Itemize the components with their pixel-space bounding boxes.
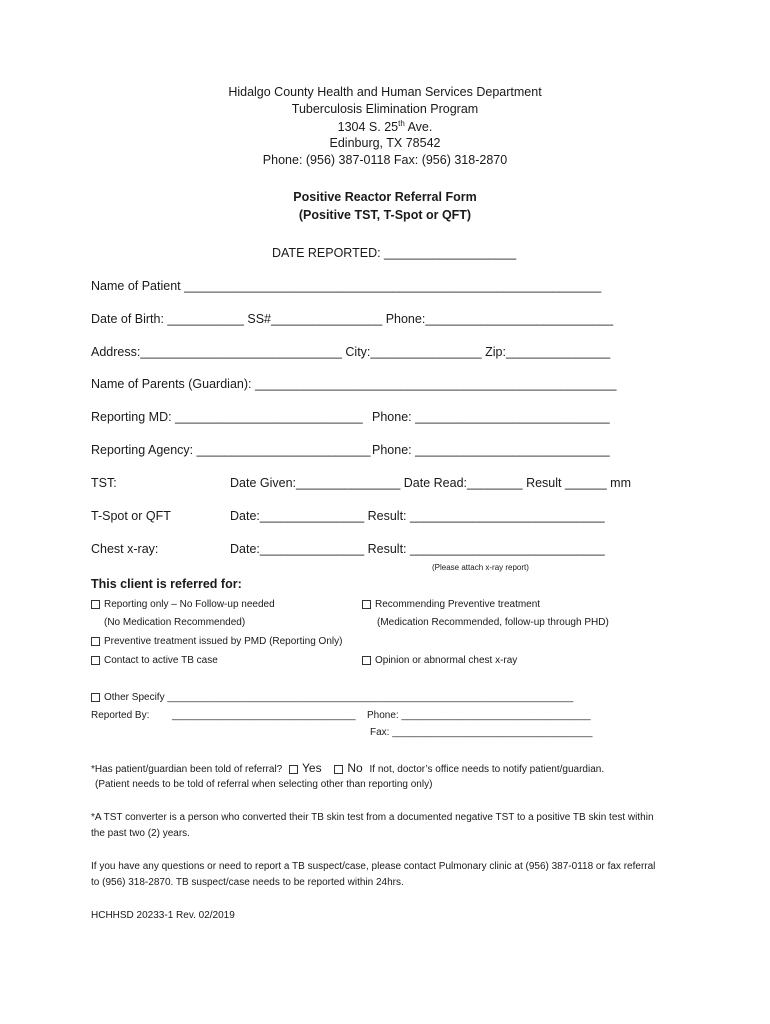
street-address: [0, 119, 770, 134]
xray-note: (Please attach x-ray report): [432, 563, 529, 572]
option-reporting-only[interactable]: [91, 599, 275, 610]
form-title: Positive Reactor Referral Form: [293, 190, 477, 204]
department-name: Hidalgo County Health and Human Services Department: [228, 85, 542, 99]
street-number: 1304 S. 25: [337, 120, 399, 135]
tspot-label: T-Spot or QFT: [91, 509, 171, 523]
option-label: Reporting only – No Follow-up needed: [104, 599, 275, 610]
reporting-agency-field[interactable]: Reporting Agency: _________________________: [91, 443, 371, 457]
option-abnormal-xray[interactable]: [362, 655, 517, 666]
agency-phone-field[interactable]: Phone: ____________________________: [372, 443, 610, 457]
option-contact-active-tb[interactable]: [91, 655, 218, 666]
street-suffix: Ave.: [404, 120, 433, 135]
reported-by-fax-field[interactable]: Fax: ____________________________________: [370, 727, 593, 738]
contact-instructions-cont: to (956) 318-2870. TB suspect/case needs to be reported within 24hrs.: [91, 877, 404, 888]
dob-ss-phone-field[interactable]: Date of Birth: ___________ SS#________________ Phone:___________________________: [91, 312, 614, 326]
form-subtitle: (Positive TST, T-Spot or QFT): [298, 208, 472, 222]
yes-label: Yes: [302, 761, 322, 775]
tspot-fields[interactable]: Date:_______________ Result: ____________________________: [230, 509, 605, 523]
no-checkbox-icon[interactable]: [334, 765, 343, 774]
program-name: Tuberculosis Elimination Program: [291, 102, 479, 116]
option-label: Recommending Preventive treatment: [375, 599, 541, 610]
checkbox-icon[interactable]: [362, 656, 371, 665]
notify-instruction: If not, doctor’s office needs to notify patient/guardian.: [369, 764, 605, 775]
referral-heading: This client is referred for:: [91, 577, 242, 591]
option-label: Preventive treatment issued by PMD (Reporting Only): [104, 636, 343, 647]
option-preventive-sub: (Medication Recommended, follow-up through PHD): [377, 617, 609, 628]
option-label: Contact to active TB case: [104, 655, 218, 666]
patient-name-field[interactable]: Name of Patient ____________________________________________________________: [91, 279, 602, 293]
city-state-zip: Edinburg, TX 78542: [329, 136, 441, 150]
option-other-specify[interactable]: [91, 692, 573, 703]
date-reported-field[interactable]: DATE REPORTED: ___________________: [272, 246, 517, 260]
no-label: No: [347, 761, 363, 775]
question-text: *Has patient/guardian been told of referral?: [91, 764, 283, 775]
contact-instructions: If you have any questions or need to report a TB suspect/case, please contact Pulmonary clinic at (956) 387-0118 or fax referral: [91, 861, 656, 872]
told-referral-note: (Patient needs to be told of referral when selecting other than reporting only): [95, 779, 433, 790]
checkbox-icon[interactable]: [362, 600, 371, 609]
told-of-referral-question: [91, 761, 604, 775]
checkbox-icon[interactable]: [91, 600, 100, 609]
tst-fields[interactable]: Date Given:_______________ Date Read:________ Result ______ mm: [230, 476, 631, 490]
checkbox-icon[interactable]: [91, 656, 100, 665]
xray-fields[interactable]: Date:_______________ Result: ____________________________: [230, 542, 605, 556]
checkbox-icon[interactable]: [91, 693, 100, 702]
option-preventive-pmd[interactable]: [91, 636, 342, 647]
parents-guardian-field[interactable]: Name of Parents (Guardian): ____________________________________________________: [91, 377, 617, 391]
address-field[interactable]: Address:_____________________________ City:________________ Zip:_______________: [91, 345, 611, 359]
tst-label: TST:: [91, 476, 117, 490]
xray-label: Chest x-ray:: [91, 542, 159, 556]
option-label: Other Specify _________________________________________________________________________: [104, 692, 574, 703]
contact-phone-fax: Phone: (956) 387-0118 Fax: (956) 318-2870: [262, 153, 508, 167]
reported-by-field[interactable]: _________________________________: [172, 710, 356, 721]
reported-by-phone-field[interactable]: Phone: __________________________________: [367, 710, 591, 721]
ordinal-suffix: th: [398, 119, 405, 128]
checkbox-icon[interactable]: [91, 637, 100, 646]
tst-converter-definition-cont: the past two (2) years.: [91, 828, 190, 839]
option-preventive-treatment[interactable]: [362, 599, 540, 610]
option-reporting-only-sub: (No Medication Recommended): [104, 617, 246, 628]
option-label: Opinion or abnormal chest x-ray: [375, 655, 518, 666]
md-phone-field[interactable]: Phone: ____________________________: [372, 410, 610, 424]
yes-checkbox-icon[interactable]: [289, 765, 298, 774]
tst-converter-definition: *A TST converter is a person who converted their TB skin test from a documented negative TST to a positive TB skin test within: [91, 812, 654, 823]
reporting-md-field[interactable]: Reporting MD: ___________________________: [91, 410, 363, 424]
form-id: HCHHSD 20233-1 Rev. 02/2019: [91, 910, 235, 921]
reported-by-label: Reported By:: [91, 710, 150, 721]
